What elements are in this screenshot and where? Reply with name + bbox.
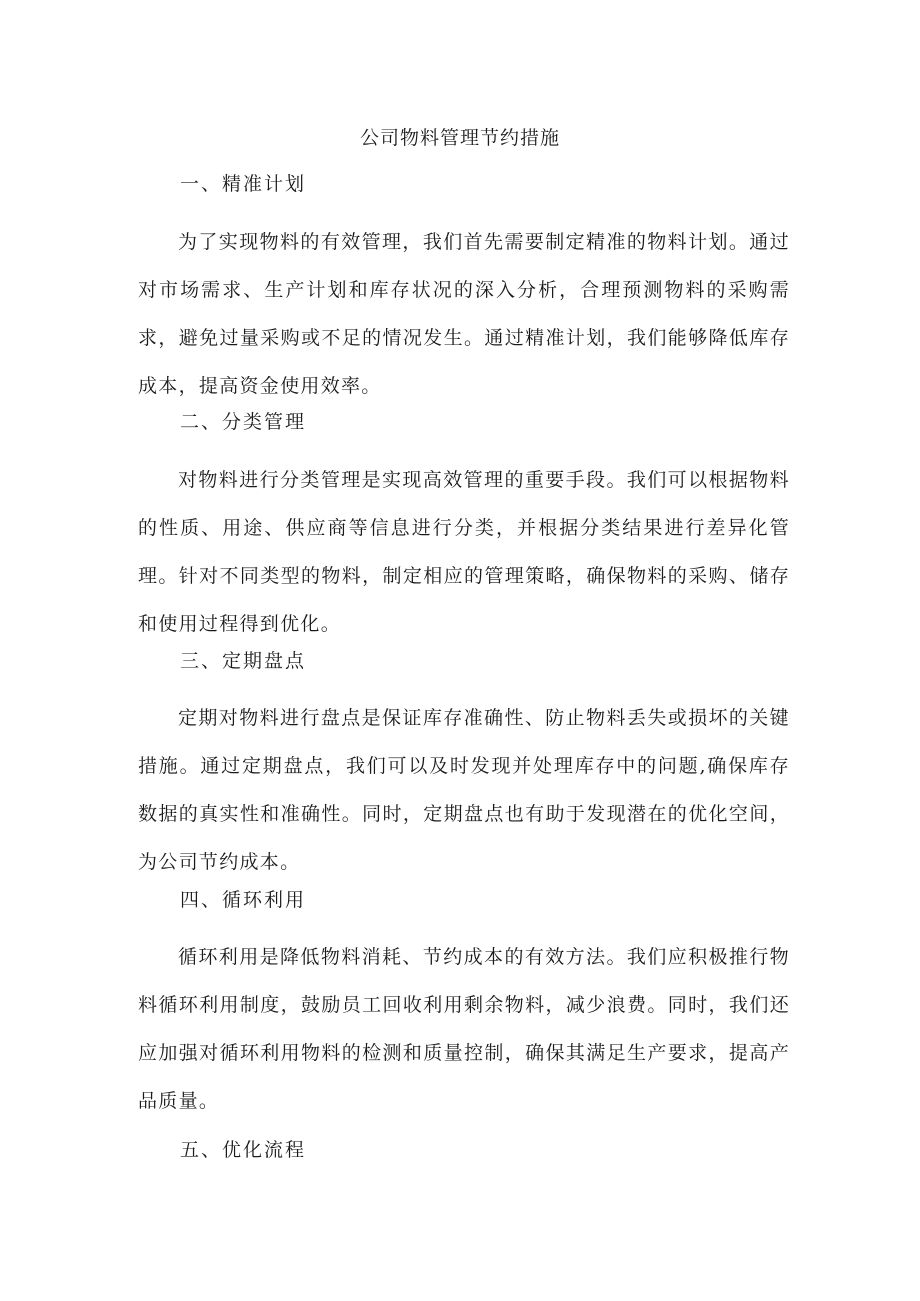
section-heading-2: 二、分类管理: [180, 411, 307, 433]
section-heading-1: 一、精准计划: [180, 173, 307, 195]
section-paragraph-2: 对物料进行分类管理是实现高效管理的重要手段。我们可以根据物料的性质、用途、供应商等信息进行分类，并根据分类结果进行差异化管理。针对不同类型的物料，制定相应的管理策略，确保物料的采购、储存和使用过程得到优化。: [138, 469, 790, 635]
section-heading-5: 五、优化流程: [180, 1139, 307, 1161]
document-title: 公司物料管理节约措施: [359, 127, 560, 149]
section-heading-4: 四、循环利用: [180, 889, 307, 911]
section-heading-3: 三、定期盘点: [180, 650, 307, 672]
section-paragraph-3: 定期对物料进行盘点是保证库存准确性、防止物料丢失或损坏的关键措施。通过定期盘点，我们可以及时发现并处理库存中的问题,确保库存数据的真实性和准确性。同时，定期盘点也有助于发现潜在的优化空间，为公司节约成本。: [138, 707, 790, 873]
section-paragraph-4: 循环利用是降低物料消耗、节约成本的有效方法。我们应积极推行物料循环利用制度，鼓励员工回收利用剩余物料，减少浪费。同时，我们还应加强对循环利用物料的检测和质量控制，确保其满足生产要求，提高产品质量。: [138, 946, 790, 1112]
section-paragraph-1: 为了实现物料的有效管理，我们首先需要制定精准的物料计划。通过对市场需求、生产计划和库存状况的深入分析，合理预测物料的采购需求，避免过量采购或不足的情况发生。通过精准计划，我们能够降低库存成本，提高资金使用效率。: [138, 231, 790, 397]
